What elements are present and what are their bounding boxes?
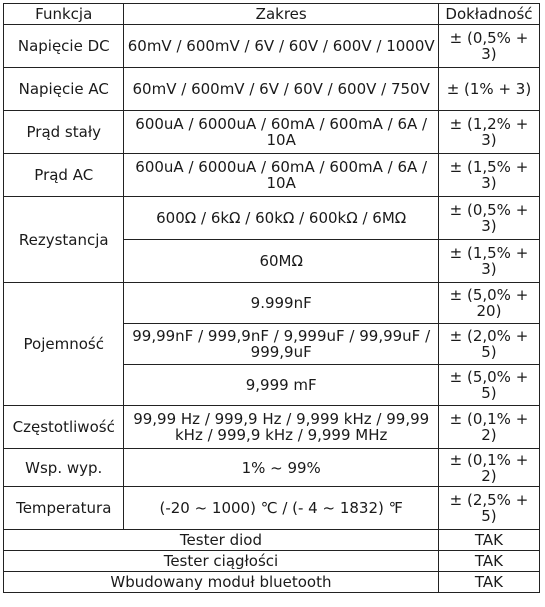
range-cell: 600Ω / 6kΩ / 60kΩ / 600kΩ / 6MΩ (124, 197, 438, 240)
table-row (4, 449, 540, 487)
accuracy-cell: ± (2,5% + 5) (438, 487, 539, 530)
function-cell: Prąd AC (4, 154, 124, 197)
table-row (4, 572, 540, 593)
table-row (4, 487, 540, 530)
table-row (4, 154, 540, 197)
accuracy-cell: ± (1,2% + 3) (438, 111, 539, 154)
accuracy-cell: ± (5,0% + 5) (438, 365, 539, 406)
function-cell: Napięcie AC (4, 68, 124, 111)
function-cell: Napięcie DC (4, 25, 124, 68)
header-accuracy: Dokładność (438, 4, 539, 25)
table-row (4, 197, 540, 240)
function-cell: Prąd stały (4, 111, 124, 154)
range-cell: 9.999nF (124, 283, 438, 324)
accuracy-cell: ± (0,5% + 3) (438, 25, 539, 68)
header-range: Zakres (124, 4, 438, 25)
accuracy-cell: ± (2,0% + 5) (438, 324, 539, 365)
feature-value: TAK (438, 551, 539, 572)
function-cell: Wsp. wyp. (4, 449, 124, 487)
range-cell: 60mV / 600mV / 6V / 60V / 600V / 1000V (124, 25, 438, 68)
feature-value: TAK (438, 530, 539, 551)
range-cell: 9,999 mF (124, 365, 438, 406)
feature-label: Tester diod (4, 530, 439, 551)
feature-value: TAK (438, 572, 539, 593)
accuracy-cell: ± (0,1% + 2) (438, 406, 539, 449)
function-cell: Pojemność (4, 283, 124, 406)
range-cell: 600uA / 6000uA / 60mA / 600mA / 6A / 10A (124, 154, 438, 197)
feature-label: Wbudowany moduł bluetooth (4, 572, 439, 593)
function-cell: Temperatura (4, 487, 124, 530)
function-cell: Rezystancja (4, 197, 124, 283)
table-row (4, 406, 540, 449)
table-row (4, 530, 540, 551)
range-cell: 60MΩ (124, 240, 438, 283)
header-function: Funkcja (4, 4, 124, 25)
range-cell: 99,99nF / 999,9nF / 9,999uF / 99,99uF / 999,9uF (124, 324, 438, 365)
table-row (4, 25, 540, 68)
accuracy-cell: ± (0,5% + 3) (438, 197, 539, 240)
accuracy-cell: ± (0,1% + 2) (438, 449, 539, 487)
range-cell: 60mV / 600mV / 6V / 60V / 600V / 750V (124, 68, 438, 111)
function-cell: Częstotliwość (4, 406, 124, 449)
table-row (4, 283, 540, 324)
range-cell: 600uA / 6000uA / 60mA / 600mA / 6A / 10A (124, 111, 438, 154)
table-row (4, 68, 540, 111)
spec-table-container (3, 3, 540, 593)
range-cell: 1% ~ 99% (124, 449, 438, 487)
range-cell: 99,99 Hz / 999,9 Hz / 9,999 kHz / 99,99 kHz / 999,9 kHz / 9,999 MHz (124, 406, 438, 449)
table-row (4, 111, 540, 154)
accuracy-cell: ± (1,5% + 3) (438, 240, 539, 283)
accuracy-cell: ± (1,5% + 3) (438, 154, 539, 197)
accuracy-cell: ± (5,0% + 20) (438, 283, 539, 324)
feature-label: Tester ciągłości (4, 551, 439, 572)
specification-table (3, 3, 540, 593)
table-header-row (4, 4, 540, 25)
table-row (4, 551, 540, 572)
range-cell: (-20 ~ 1000) ℃ / (- 4 ~ 1832) ℉ (124, 487, 438, 530)
accuracy-cell: ± (1% + 3) (438, 68, 539, 111)
